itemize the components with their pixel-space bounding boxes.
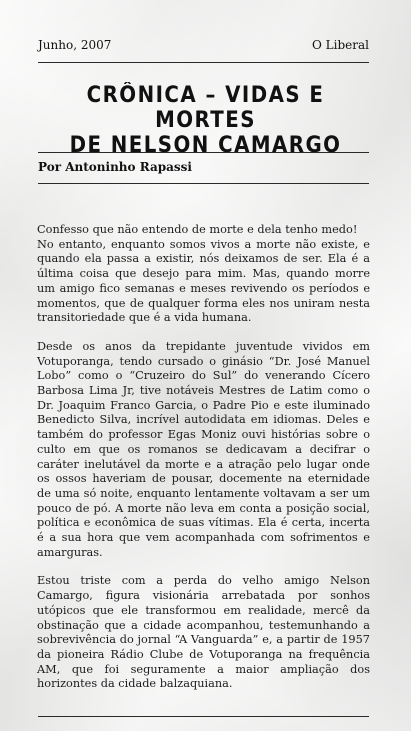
title-line-2: DE NELSON CAMARGO xyxy=(69,133,342,158)
title-line-1: CRÔNICA – VIDAS E MORTES xyxy=(86,83,325,133)
paragraph-text: No entanto, enquanto somos vivos a morte não existe, e quando ela passa a existir, nós deixamos de ser. Ela é a última coisa que desejo para mim. Mas, quando morre um amigo fico semanas e meses revivendo os períodos e momentos, que de qualquer forma eles nos uniram nesta transitoriedade que é a vida humana. xyxy=(37,237,370,325)
byline-divider-bottom xyxy=(38,183,369,184)
paragraph-3 xyxy=(37,574,370,692)
footer-divider xyxy=(38,716,369,717)
paragraph-text: Confesso que não entendo de morte e dela tenho medo! xyxy=(37,223,358,236)
paragraph-1 xyxy=(37,223,370,326)
issue-date: Junho, 2007 xyxy=(38,38,112,52)
byline-divider-top xyxy=(38,152,369,153)
paragraph-text: Desde os anos da trepidante juventude vividos em Votuporanga, tendo cursado o ginásio “Dr. José Manuel Lobo” como o “Cruzeiro do Sul” do venerando Cícero Barbosa Lima Jr, tive notáveis Mestres de Latim como o Dr. Joaquim Franco Garcia, o Padre Pio e este iluminado Benedicto Silva, incrível autodidata em idiomas. Deles e também do professor Egas Moniz ouvi histórias sobre o culto em que os romanos se dedicavam a decifrar o caráter inelutável da morte e a atração pelo lugar onde os ossos haveriam de pousar, docemente na eternidade de uma só noite, enquanto lentamente voltavam a ser um pouco de pó. A morte não leva em conta a posição social, política e econômica de suas vítimas. Ela é certa, incerta é a sua hora que vem acompanhada com sofrimentos e amarguras. xyxy=(37,339,370,559)
page-header xyxy=(38,38,369,52)
paragraph-text: Estou triste com a perda do velho amigo Nelson Camargo, figura visionária arrebatada por sonhos utópicos que ele transformou em realidade, mercê da obstinação que a cidade acompanhou, testemunhando a sobrevivência do jornal “A Vanguarda” e, a partir de 1957 da pioneira Rádio Clube de Votuporanga na frequência AM, que foi seguramente a maior ampliação dos horizontes da cidade balzaquiana. xyxy=(37,574,370,691)
header-divider xyxy=(38,62,369,63)
paragraph-2 xyxy=(37,340,370,561)
article-body xyxy=(37,223,370,706)
publication-name: O Liberal xyxy=(312,38,369,52)
article-title xyxy=(48,83,364,158)
byline: Por Antoninho Rapassi xyxy=(38,160,192,174)
